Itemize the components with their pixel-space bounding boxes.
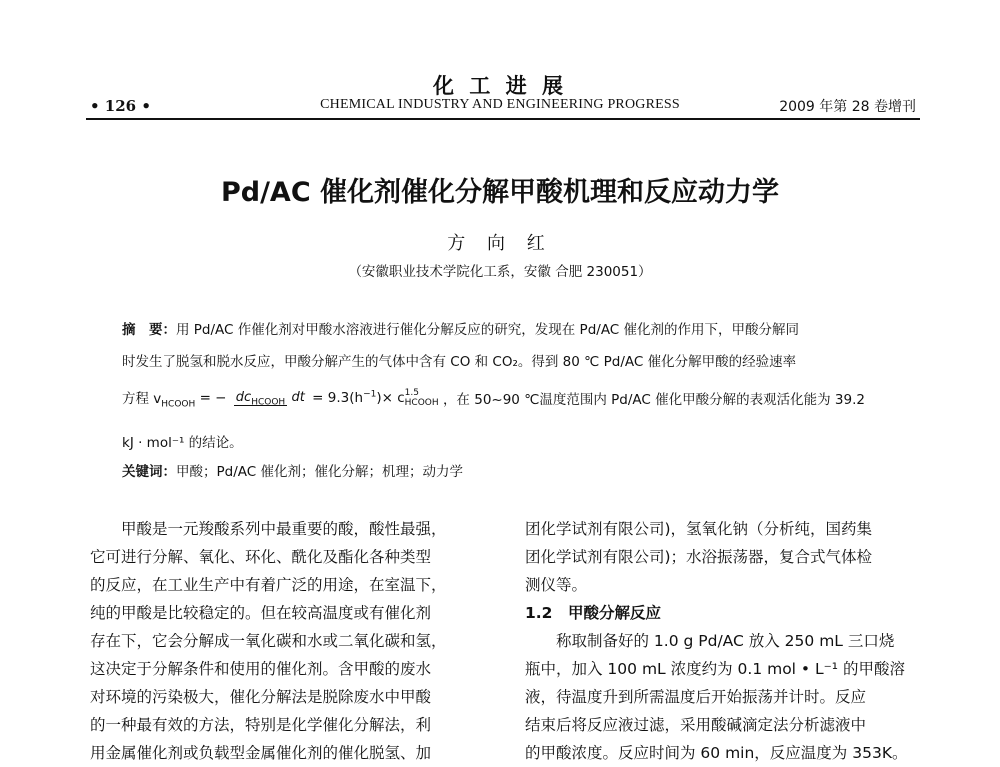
body-line: 瓶中，加入 100 mL 浓度约为 0.1 mol • L⁻¹ 的甲酸溶	[525, 660, 905, 678]
body-left-column	[90, 515, 500, 767]
body-line: 用金属催化剂或负载型金属催化剂的催化脱氢、加	[90, 744, 432, 762]
body-line: 的甲酸浓度。反应时间为 60 min，反应温度为 353K。	[525, 744, 908, 762]
body-line: 液，待温度升到所需温度后开始振荡并计时。反应	[525, 688, 867, 706]
rate-fraction	[234, 389, 305, 408]
abstract-line-4: kJ · mol⁻¹ 的结论。	[122, 435, 243, 451]
body-line: 这决定于分解条件和使用的催化剂。含甲酸的废水	[90, 660, 432, 678]
formula-rate: = $9.3(h^{-1})\times c$ 1.5 HCOOH	[312, 388, 439, 409]
body-line: 测仪等。	[525, 576, 588, 594]
affiliation: （安徽职业技术学院化工系，安徽 合肥 230051）	[348, 264, 652, 280]
body-line: 甲酸是一元羧酸系列中最重要的酸，酸性最强，	[90, 520, 447, 538]
header-rule	[86, 118, 920, 120]
author: 方 向 红	[447, 233, 553, 254]
formula-prefix: 方程 $v_{HCOOH}$	[122, 391, 196, 410]
keywords-text: 甲酸；Pd/AC 催化剂；催化分解；机理；动力学	[176, 464, 463, 480]
issue-info: 2009 年第 28 卷增刊	[779, 99, 916, 115]
paper-title: Pd/AC 催化剂催化分解甲酸机理和反应动力学	[220, 177, 780, 208]
page-number: • 126 •	[90, 97, 151, 115]
fraction-denominator: dt	[291, 390, 305, 406]
keywords-label: 关键词：	[122, 464, 176, 480]
body-line: 对环境的污染极大，催化分解法是脱除废水中甲酸	[90, 688, 432, 706]
abstract-line-2: 时发生了脱氢和脱水反应，甲酸分解产生的气体中含有 CO 和 CO₂。得到 80 ℃ Pd/AC 催化分解甲酸的经验速率	[122, 354, 797, 370]
body-line: 称取制备好的 1.0 g Pd/AC 放入 250 mL 三口烧	[525, 632, 895, 650]
journal-title-en: CHEMICAL INDUSTRY AND ENGINEERING PROGRESS	[320, 97, 680, 112]
keywords-line	[122, 460, 463, 480]
body-line: 结束后将反应液过滤，采用酸碱滴定法分析滤液中	[525, 716, 867, 734]
section-heading: 1.2 甲酸分解反应	[525, 604, 661, 622]
body-line: 纯的甲酸是比较稳定的。但在较高温度或有催化剂	[90, 604, 432, 622]
body-line: 的反应，在工业生产中有着广泛的用途，在室温下，	[90, 576, 447, 594]
body-right-column	[525, 515, 925, 767]
body-line: 它可进行分解、氧化、环化、酰化及酯化各种类型	[90, 548, 432, 566]
body-line: 的一种最有效的方法，特别是化学催化分解法，利	[90, 716, 432, 734]
rate-equation-line	[122, 387, 865, 427]
abstract-text-1: 用 Pd/AC 作催化剂对甲酸水溶液进行催化分解反应的研究，发现在 Pd/AC 催化剂的作用下，甲酸分解同	[176, 322, 800, 338]
body-line: 存在下，它会分解成一氧化碳和水或二氧化碳和氢，	[90, 632, 447, 650]
fraction-numerator: $dc_{HCOOH}$	[235, 390, 286, 408]
abstract-label: 摘 要：	[122, 322, 176, 338]
abstract-line-1	[122, 318, 799, 338]
journal-title-cn: 化 工 进 展	[433, 74, 567, 98]
formula-eq: = −	[199, 390, 227, 407]
body-line: 团化学试剂有限公司)；水浴振荡器，复合式气体检	[525, 548, 873, 566]
formula-suffix: ，在 50~90 ℃温度范围内 Pd/AC 催化甲酸分解的表观活化能为 39.2	[442, 392, 865, 409]
body-line: 团化学试剂有限公司)，氢氧化钠（分析纯，国药集	[525, 520, 873, 538]
